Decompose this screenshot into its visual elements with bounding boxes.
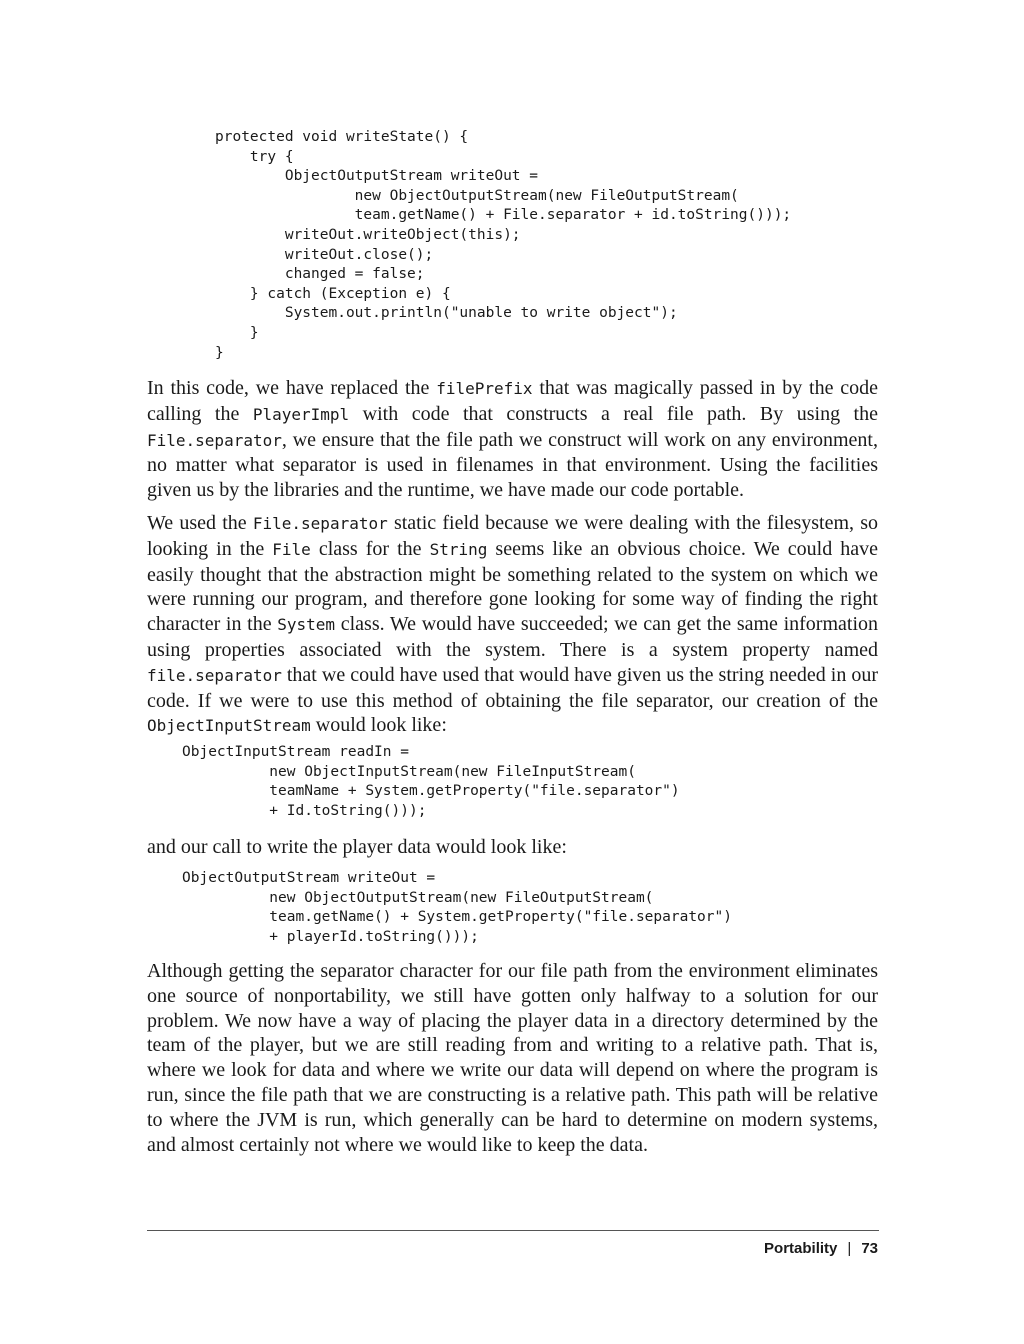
paragraph-text: , we ensure that the file path we construct will work on any environment, no matter what separator is used in filenames in that environment. Using the facilities given us by the libraries and the runtime, we have made our code portable. [147,428,878,502]
paragraph-text: Although getting the separator character for our file path from the environment eliminates one source of nonportability, we still have gotten only halfway to a solution for our problem. We now have a way of placing the player data in a directory determined by the team of the player, but we are still reading from and writing to a relative path. That is, where we look for data and where we write our data will depend on where the program is run, since the file path that we are constructing is a relative path. This path will be relative to where the JVM is run, which generally can be hard to determine on modern systems, and almost certainly not where we would like to keep the data. [147,960,878,1156]
paragraph-text: We used the [147,512,253,534]
inline-code: File.separator [252,514,388,533]
paragraph-relative-path [147,959,878,1157]
paragraph-text: seems like an obvious choice. We could have easily thought that the abstraction might be something related to the system on which we were running our program, and therefore gone looking for some way of finding the right character in the [147,537,878,636]
inline-code: file.separator [147,665,282,685]
page-footer [764,1240,878,1257]
code-block-write-out: ObjectOutputStream writeOut = new ObjectOutputStream(new FileOutputStream( team.getName() + System.getProperty("file.separator") + playerId.toString())); [182,870,732,945]
paragraph-text: and our call to write the player data would look like: [147,836,567,858]
paragraph-file-path [147,376,878,503]
paragraph-text: In this code, we have replaced the [147,377,437,399]
paragraph-text: with code that constructs a real file path. By using the [349,402,878,425]
paragraph-text: that was magically passed in by the code calling the [147,377,879,425]
footer-divider [147,1230,879,1231]
inline-code: ObjectInputStream [147,716,311,736]
inline-code: File [272,539,311,559]
paragraph-text: that we could have used that would have given us the string needed in our code. If we were to use this method of obtaining the file separator, our creation of the [147,663,878,712]
paragraph-text: class for the [310,537,430,560]
code-block-write-state: protected void writeState() { try { ObjectOutputStream writeOut = new ObjectOutputStream(new FileOutputStream( team.getName() + File.separator + id.toString())); writeOut.writeObject(this); writeOut.close(); changed = false; } catch (Exception e) { System.out.println("unable to write object"); } } [215,129,792,361]
paragraph-text: class. We would have succeeded; we can get the same information using properties associated with the system. There is a system property named [147,613,878,661]
inline-code: PlayerImpl [252,404,350,424]
footer-section-title: Portability [764,1240,838,1257]
inline-code: String [429,539,488,559]
page-number: 73 [861,1240,878,1257]
paragraph-text: static field because we were dealing with the filesystem, so looking in the [147,512,878,560]
inline-code: File.separator [147,430,282,450]
code-block-read-in: ObjectInputStream readIn = new ObjectInputStream(new FileInputStream( teamName + System.getProperty("file.separator") + Id.toString())); [182,744,680,819]
footer-separator: | [847,1240,852,1257]
inline-code: filePrefix [436,379,533,398]
paragraph-text: would look like: [310,714,447,737]
paragraph-write-call [147,835,878,860]
paragraph-separator [147,511,878,739]
inline-code: System [277,615,336,635]
